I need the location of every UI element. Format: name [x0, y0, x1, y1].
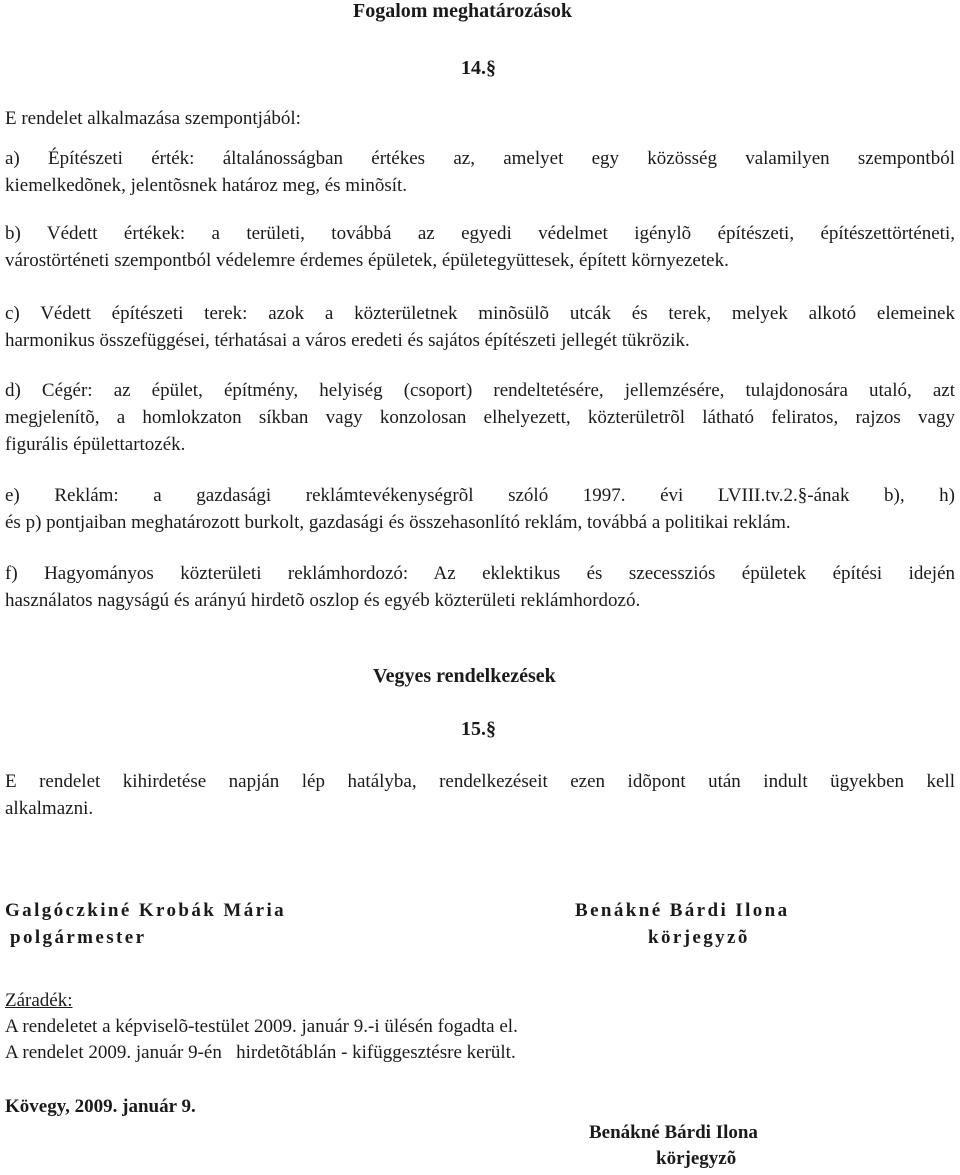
- notary-name: Benákné Bárdi Ilona: [575, 900, 790, 921]
- definition-b: [5, 220, 955, 274]
- definition-f-line-2: használatos nagyságú és arányú hirdetõ oszlop és egyéb közterületi reklámhordozó.: [5, 590, 641, 611]
- effective-date-line-2: alkalmazni.: [5, 798, 94, 819]
- definition-c-line-2: harmonikus összefüggései, térhatásai a város eredeti és sajátos építészeti jellegét tükrözik.: [5, 330, 690, 351]
- definition-f: [5, 560, 955, 614]
- definition-e: [5, 482, 955, 536]
- effective-date-paragraph: [5, 768, 955, 822]
- definition-a-line-2: kiemelkedõnek, jelentõsnek határoz meg, és minõsít.: [5, 175, 408, 196]
- final-signature-title: körjegyzõ: [656, 1148, 737, 1169]
- definition-b-line-1: b) Védett értékek: a területi, továbbá az egyedi védelmet igénylõ építészeti, építészettörténeti,: [5, 223, 955, 244]
- definition-a: [5, 145, 955, 199]
- place-date: Kövegy, 2009. január 9.: [5, 1096, 196, 1117]
- section-heading-misc: Vegyes rendelkezések: [373, 665, 556, 687]
- intro-text: E rendelet alkalmazása szempontjából:: [5, 108, 301, 129]
- definition-d: [5, 377, 955, 458]
- definition-c: [5, 300, 955, 354]
- definition-a-line-1: a) Építészeti érték: általánosságban értékes az, amelyet egy közösség valamilyen szempontból: [5, 148, 955, 169]
- mayor-title: polgármester: [10, 927, 147, 948]
- definition-e-line-1: e) Reklám: a gazdasági reklámtevékenységrõl szóló 1997. évi LVIII.tv.2.§-ának b), h): [5, 485, 955, 506]
- definition-d-line-2: megjelenítõ, a homlokzaton síkban vagy konzolosan elhelyezett, közterületrõl látható feliratos, rajzos vagy: [5, 407, 955, 428]
- effective-date-line-1: E rendelet kihirdetése napján lép hatályba, rendelkezéseit ezen idõpont után indult ügyekben kell: [5, 771, 955, 792]
- definition-d-line-3: figurális épülettartozék.: [5, 434, 186, 455]
- notary-title: körjegyzõ: [648, 927, 750, 948]
- definition-e-line-2: és p) pontjaiban meghatározott burkolt, gazdasági és összehasonlító reklám, továbbá a politikai reklám.: [5, 512, 791, 533]
- definition-f-line-1: f) Hagyományos közterületi reklámhordozó: Az eklektikus és szecessziós épületek építési idején: [5, 563, 955, 584]
- clause-line-1: A rendeletet a képviselõ-testület 2009. január 9.-i ülésén fogadta el.: [5, 1016, 518, 1037]
- definition-b-line-2: várostörténeti szempontból védelemre érdemes épületek, épületegyüttesek, épített környezetek.: [5, 250, 729, 271]
- clause-label: Záradék:: [5, 990, 73, 1011]
- definition-d-line-1: d) Cégér: az épület, építmény, helyiség (csoport) rendeltetésére, jellemzésére, tulajdonosára utaló, azt: [5, 380, 955, 401]
- section-number-15: 15.§: [461, 718, 496, 740]
- mayor-name: Galgóczkiné Krobák Mária: [5, 900, 287, 921]
- section-heading-definitions: Fogalom meghatározások: [353, 0, 573, 22]
- clause-line-2: A rendelet 2009. január 9-én hirdetõtáblán - kifüggesztésre került.: [5, 1042, 516, 1063]
- final-signature-name: Benákné Bárdi Ilona: [589, 1122, 758, 1143]
- definition-c-line-1: c) Védett építészeti terek: azok a közterületnek minõsülõ utcák és terek, melyek alkotó elemeinek: [5, 303, 955, 324]
- section-number-14: 14.§: [461, 57, 496, 79]
